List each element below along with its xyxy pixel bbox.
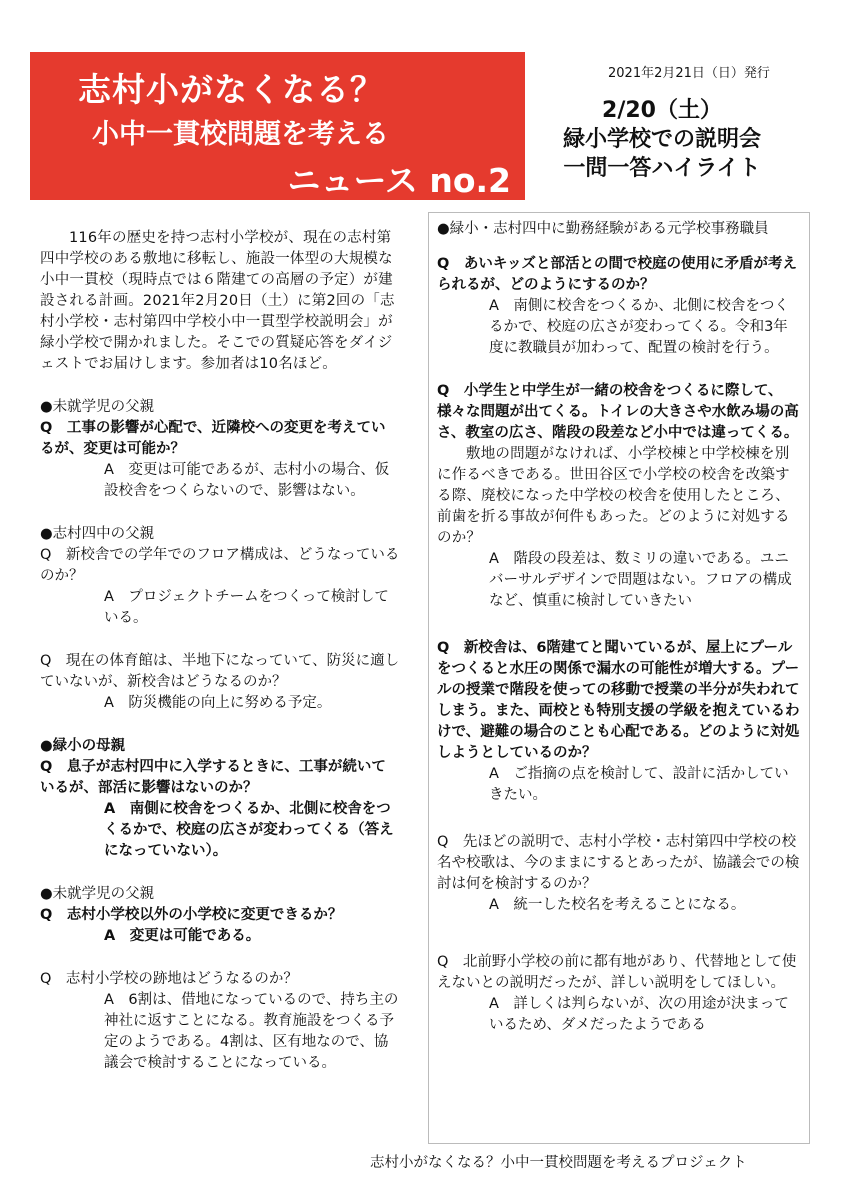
right-column-box bbox=[428, 212, 810, 1144]
qa-block bbox=[437, 381, 801, 612]
question-text: Q 新校舎での学年でのフロア構成は、どうなっているのか？ bbox=[40, 547, 400, 584]
speaker-label: ●緑小・志村四中に勤務経験がある元学校事務職員 bbox=[437, 221, 769, 237]
answer-text: A ご指摘の点を検討して、設計に活かしていきたい。 bbox=[489, 766, 789, 803]
question-continuation: 敷地の問題がなければ、小学校棟と中学校棟を別に作るべきである。世田谷区で小学校の校舎を改築する際、廃校になった中学校の校舎を使用したところ、前歯を折る事故が何件もあった。どのように対処するのか？ bbox=[437, 446, 790, 546]
banner-title-line1: 志村小がなくなる？ bbox=[78, 70, 384, 109]
answer-text: A 変更は可能であるが、志村小の場合、仮設校舎をつくらないので、影響はない。 bbox=[104, 462, 390, 499]
answer-text: A 南側に校舎をつくるか、北側に校舎をつくるかで、校庭の広さが変わってくる。令和3年度に教職員が加わって、配置の検討を行う。 bbox=[489, 298, 789, 356]
answer-text: A 統一した校名を考えることになる。 bbox=[489, 897, 746, 913]
question-text: Q 志村小学校の跡地はどうなるのか？ bbox=[40, 971, 298, 987]
answer-text: A 南側に校舎をつくるか、北側に校舎をつくるかで、校庭の広さが変わってくる（答えになっていない）。 bbox=[104, 801, 394, 859]
qa-block bbox=[437, 638, 801, 806]
title-banner bbox=[30, 52, 525, 200]
question-text: Q 北前野小学校の前に都有地があり、代替地として使えないとの説明だったが、詳しい説明をしてほしい。 bbox=[437, 954, 797, 991]
qa-block bbox=[40, 397, 400, 502]
qa-block bbox=[437, 952, 801, 1036]
answer-text: A 6割は、借地になっているので、持ち主の神社に返すことになる。教育施設をつくる予定のようである。4割は、区有地なので、協議会で検討することになっている。 bbox=[104, 992, 399, 1071]
qa-block bbox=[40, 651, 400, 714]
speaker-label: ●緑小の母親 bbox=[40, 738, 126, 754]
speaker-label: ●未就学児の父親 bbox=[40, 886, 155, 902]
question-text: Q 現在の体育館は、半地下になっていて、防災に適していないが、新校舎はどうなるのか？ bbox=[40, 653, 400, 690]
qa-block bbox=[40, 969, 400, 1074]
question-text: Q 小学生と中学生が一緒の校舎をつくるに際して、様々な問題が出てくる。トイレの大きさや水飲み場の高さ、教室の広さ、階段の段差など小中では違ってくる。 bbox=[437, 383, 799, 441]
question-text: Q 先ほどの説明で、志村小学校・志村第四中学校の校名や校歌は、今のままにするとあったが、協議会での検討は何を検討するのか？ bbox=[437, 834, 800, 892]
footer-project-name: 志村小がなくなる？小中一貫校問題を考えるプロジェクト bbox=[370, 1155, 747, 1171]
question-text: Q 息子が志村四中に入学するときに、工事が続いているが、部活に影響はないのか？ bbox=[40, 759, 386, 796]
banner-title-line2: 小中一貫校問題を考える bbox=[92, 119, 389, 150]
qa-block bbox=[40, 524, 400, 629]
banner-title-line3: ニュース no.2 bbox=[287, 161, 511, 200]
answer-text: A 変更は可能である。 bbox=[104, 928, 261, 944]
qa-block bbox=[437, 219, 801, 359]
highlight-line2: 緑小学校での説明会 bbox=[562, 127, 761, 152]
question-text: Q 新校舎は、6階建てと聞いているが、屋上にプールをつくると水圧の関係で漏水の可能性が増大する。プールの授業で階段を使っての移動で授業の半分が失われてしまう。また、両校とも特別支援の学級を抱えているわけで、避難の場合のことも心配である。どのように対処しようとしているのか？ bbox=[437, 640, 800, 761]
question-text: Q あいキッズと部活との間で校庭の使用に矛盾が考えられるが、どのようにするのか？ bbox=[437, 256, 798, 293]
question-text: Q 工事の影響が心配で、近隣校への変更を考えているが、変更は可能か？ bbox=[40, 420, 386, 457]
qa-block bbox=[40, 884, 400, 947]
left-column bbox=[40, 228, 400, 1074]
question-text: Q 志村小学校以外の小学校に変更できるか？ bbox=[40, 907, 343, 923]
qa-block bbox=[437, 832, 801, 916]
answer-text: A 防災機能の向上に努める予定。 bbox=[104, 695, 332, 711]
highlight-heading bbox=[532, 96, 792, 183]
intro-paragraph: 116年の歴史を持つ志村小学校が、現在の志村第四中学校のある敷地に移転し、施設一体型の大規模な小中一貫校（現時点では６階建ての高層の予定）が建設される計画。2021年2月20日（土）に第2回の「志村小学校・志村第四中学校小中一貫型学校説明会」が緑小学校で開かれました。そこでの質疑応答をダイジェストでお届けします。参加者は10名ほど。 bbox=[40, 230, 395, 372]
answer-text: A 詳しくは判らないが、次の用途が決まっているため、ダメだったようである bbox=[489, 996, 789, 1033]
highlight-line1: 2/20（土） bbox=[602, 98, 722, 123]
highlight-line3: 一問一答ハイライト bbox=[563, 156, 761, 181]
speaker-label: ●未就学児の父親 bbox=[40, 399, 155, 415]
speaker-label: ●志村四中の父親 bbox=[40, 526, 155, 542]
qa-block bbox=[40, 736, 400, 862]
answer-text: A プロジェクトチームをつくって検討している。 bbox=[104, 589, 389, 626]
answer-text: A 階段の段差は、数ミリの違いである。ユニバーサルデザインで問題はない。フロアの構成など、慎重に検討していきたい bbox=[489, 551, 792, 609]
publication-date: 2021年2月21日（日）発行 bbox=[608, 66, 770, 81]
